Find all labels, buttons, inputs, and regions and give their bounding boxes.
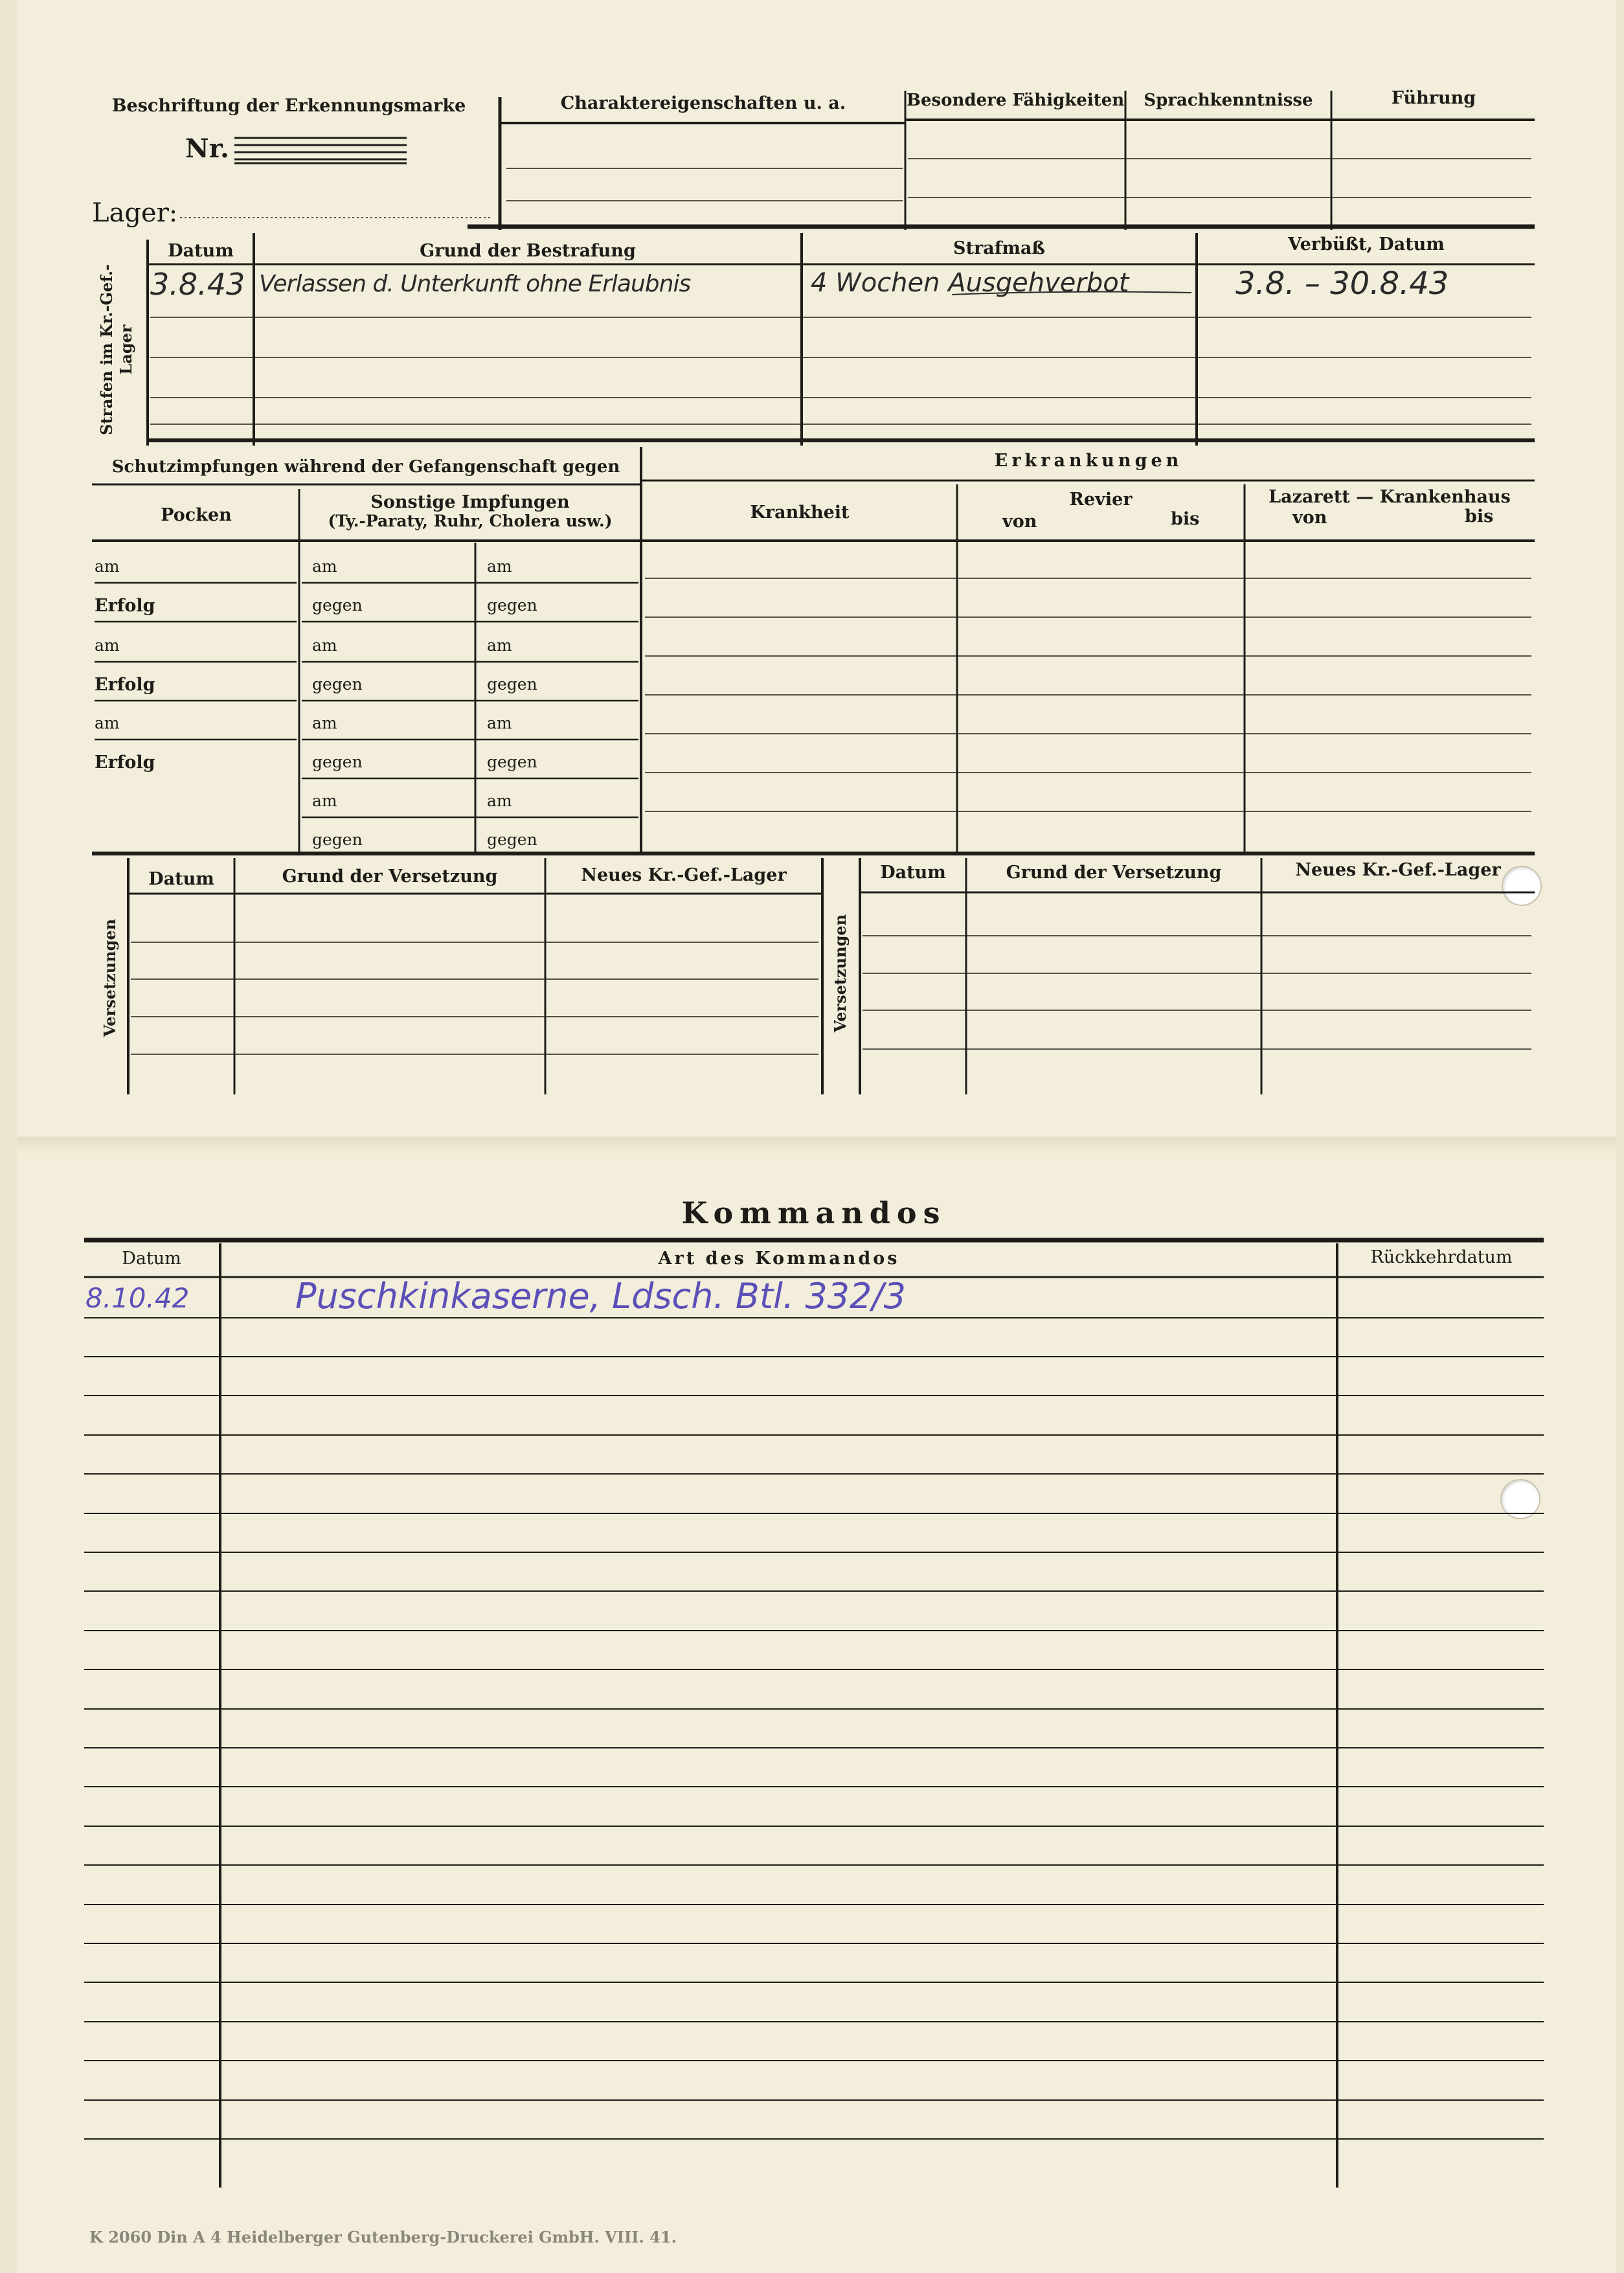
sonstige-a-row-8: gegen	[312, 830, 363, 849]
printer-footer: K 2060 Din A 4 Heidelberger Gutenberg-Druckerei GmbH. VIII. 41.	[89, 2228, 677, 2246]
pocken-row-1: am	[95, 557, 120, 576]
strafen-header-strafmass: Strafmaß	[953, 238, 1045, 258]
sonstige-a-row-7: am	[312, 791, 337, 810]
kommandos-header-rueckkehr: Rückkehrdatum	[1370, 1247, 1513, 1267]
sonstige-b-row-6: gegen	[487, 752, 537, 771]
revier-von: von	[1002, 512, 1037, 532]
revier-header: Revier	[1069, 490, 1133, 510]
kommandos-title: Kommandos	[681, 1195, 947, 1230]
id-tag-label: Beschriftung der Erkennungsmarke	[111, 96, 466, 116]
kommandos-header-datum: Datum	[122, 1249, 181, 1269]
erkrankungen-title: Erkrankungen	[994, 451, 1183, 471]
versetzung-right-header-lager: Neues Kr.-Gef.-Lager	[1295, 860, 1501, 880]
sonstige-a-row-4: gegen	[312, 675, 363, 694]
strafe-strafmass: 4 Wochen Ausgehverbot	[811, 268, 1129, 298]
sonstige-b-row-4: gegen	[487, 675, 537, 694]
header-sprachkenntnisse: Sprachkenntnisse	[1144, 91, 1313, 110]
lazarett-von: von	[1292, 508, 1327, 528]
sonstige-b-row-2: gegen	[487, 596, 537, 615]
kommandos-header-art: Art des Kommandos	[658, 1249, 900, 1269]
strafen-header-grund: Grund der Bestrafung	[420, 241, 636, 261]
versetzungen-side-label-right: Versetzungen	[831, 914, 850, 1033]
strafe-datum: 3.8.43	[150, 267, 245, 302]
pocken-row-5: am	[95, 714, 120, 732]
strafe-grund: Verlassen d. Unterkunft ohne Erlaubnis	[259, 271, 691, 297]
versetzung-right-header-grund: Grund der Versetzung	[1006, 863, 1222, 883]
sonstige-a-row-1: am	[312, 557, 337, 576]
versetzung-left-header-lager: Neues Kr.-Gef.-Lager	[581, 865, 787, 885]
header-faehigkeiten: Besondere Fähigkeiten	[907, 91, 1125, 110]
lazarett-header: Lazarett — Krankenhaus	[1269, 487, 1511, 507]
krankheit-header: Krankheit	[750, 503, 850, 523]
lager-label: Lager:	[92, 198, 178, 228]
kommando-art: Puschkinkaserne, Ldsch. Btl. 332/3	[295, 1276, 906, 1317]
pocken-header: Pocken	[161, 505, 232, 525]
sonstige-header-2: (Ty.-Paraty, Ruhr, Cholera usw.)	[328, 512, 613, 530]
strafe-verbuesst: 3.8. – 30.8.43	[1235, 266, 1449, 302]
pocken-row-3: am	[95, 636, 120, 655]
sonstige-header-1: Sonstige Impfungen	[370, 492, 570, 512]
sonstige-a-row-3: am	[312, 636, 337, 655]
kommando-datum: 8.10.42	[85, 1282, 190, 1314]
revier-bis: bis	[1171, 509, 1200, 529]
sonstige-b-row-7: am	[487, 791, 512, 810]
sonstige-b-row-8: gegen	[487, 830, 537, 849]
strafen-side-label: Strafen im Kr.-Gef.-Lager	[97, 264, 135, 436]
lazarett-bis: bis	[1465, 506, 1494, 526]
sonstige-b-row-1: am	[487, 557, 512, 576]
versetzung-left-header-grund: Grund der Versetzung	[282, 866, 498, 887]
strafen-header-verbuesst: Verbüßt, Datum	[1288, 234, 1445, 254]
impfungen-title: Schutzimpfungen während der Gefangenschaft gegen	[111, 457, 620, 477]
pocken-row-4: Erfolg	[95, 675, 155, 695]
nr-label: Nr.	[185, 133, 229, 164]
versetzung-right-header-datum: Datum	[880, 863, 946, 883]
versetzungen-side-label-left: Versetzungen	[100, 918, 119, 1037]
sonstige-a-row-6: gegen	[312, 752, 363, 771]
sonstige-b-row-5: am	[487, 714, 512, 732]
pocken-row-2: Erfolg	[95, 596, 155, 616]
versetzung-left-header-datum: Datum	[148, 869, 214, 889]
header-fuehrung: Führung	[1391, 88, 1476, 108]
sonstige-b-row-3: am	[487, 636, 512, 655]
pocken-row-6: Erfolg	[95, 752, 155, 773]
sonstige-a-row-5: am	[312, 714, 337, 732]
strafen-header-datum: Datum	[168, 241, 234, 261]
sonstige-a-row-2: gegen	[312, 596, 363, 615]
header-charaktereigenschaften: Charaktereigenschaften u. a.	[560, 93, 846, 113]
